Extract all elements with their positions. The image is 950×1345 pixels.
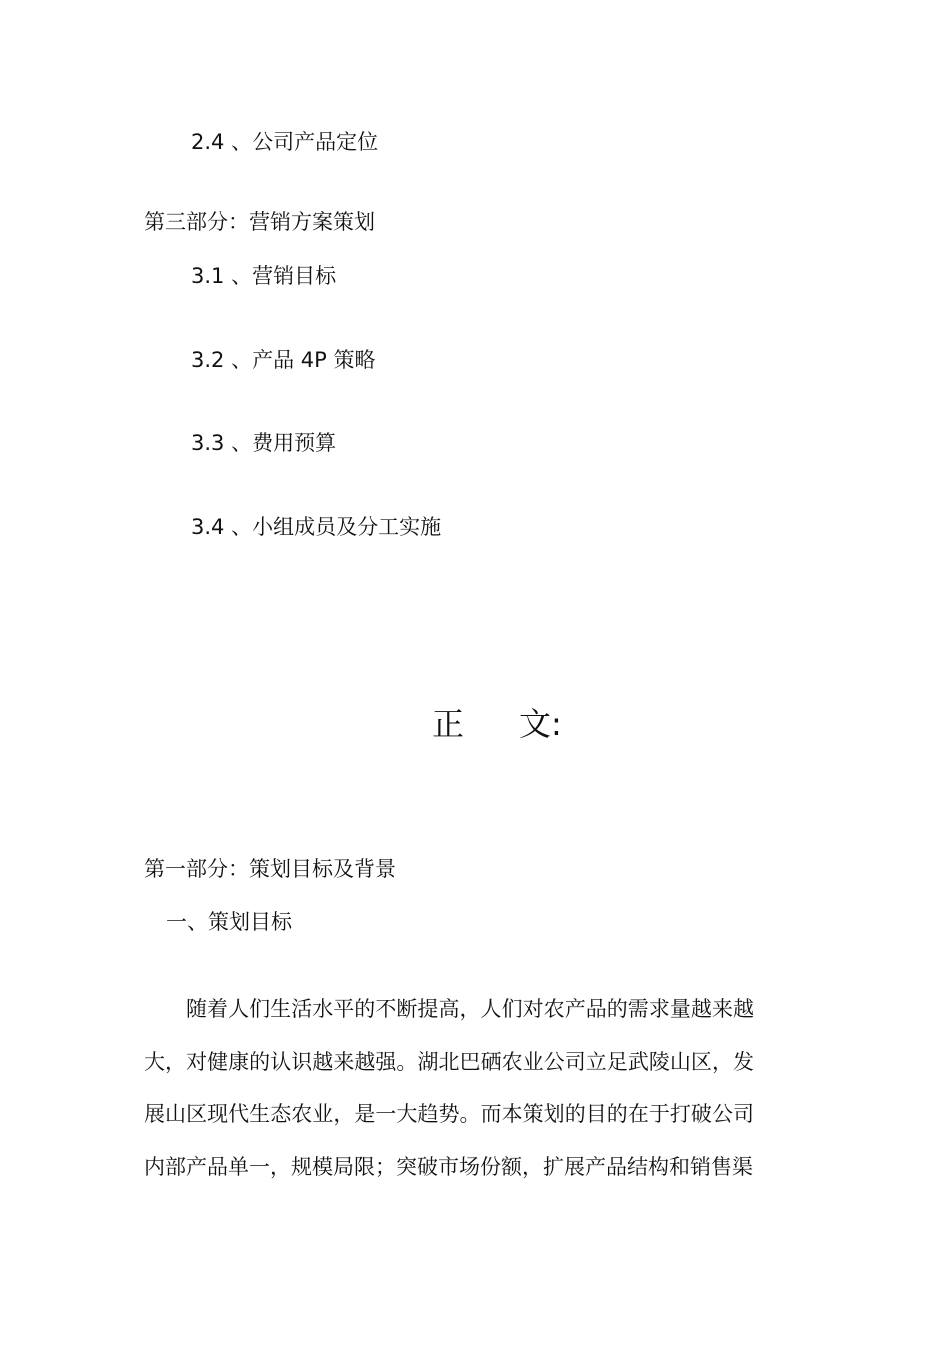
section-1-paragraph: 随着人们生活水平的不断提高，人们对农产品的需求量越来越大，对健康的认识越来越强。湖北巴硒农业公司立足武陵山区，发展山区现代生态农业，是一大趋势。而本策划的目的在于打破公司内部产品单一，规模局限；突破市场份额，扩展产品结构和销售渠 xyxy=(144,997,754,1179)
toc-item-3-2: 3.2 、产品 4P 策略 xyxy=(191,348,376,372)
toc-item-3-4: 3.4 、小组成员及分工实施 xyxy=(191,515,442,539)
toc-item-3-3: 3.3 、费用预算 xyxy=(191,431,337,455)
body-heading-char-1: 正 xyxy=(432,705,465,743)
toc-item-3-1: 3.1 、营销目标 xyxy=(191,264,337,288)
section-1-title: 第一部分：策划目标及背景 xyxy=(144,857,396,881)
toc-part-3-title: 第三部分：营销方案策划 xyxy=(144,210,375,234)
section-1-subtitle: 一、策划目标 xyxy=(166,910,292,934)
toc-item-2-4: 2.4 、公司产品定位 xyxy=(191,130,379,154)
body-heading-char-2: 文: xyxy=(519,705,562,743)
